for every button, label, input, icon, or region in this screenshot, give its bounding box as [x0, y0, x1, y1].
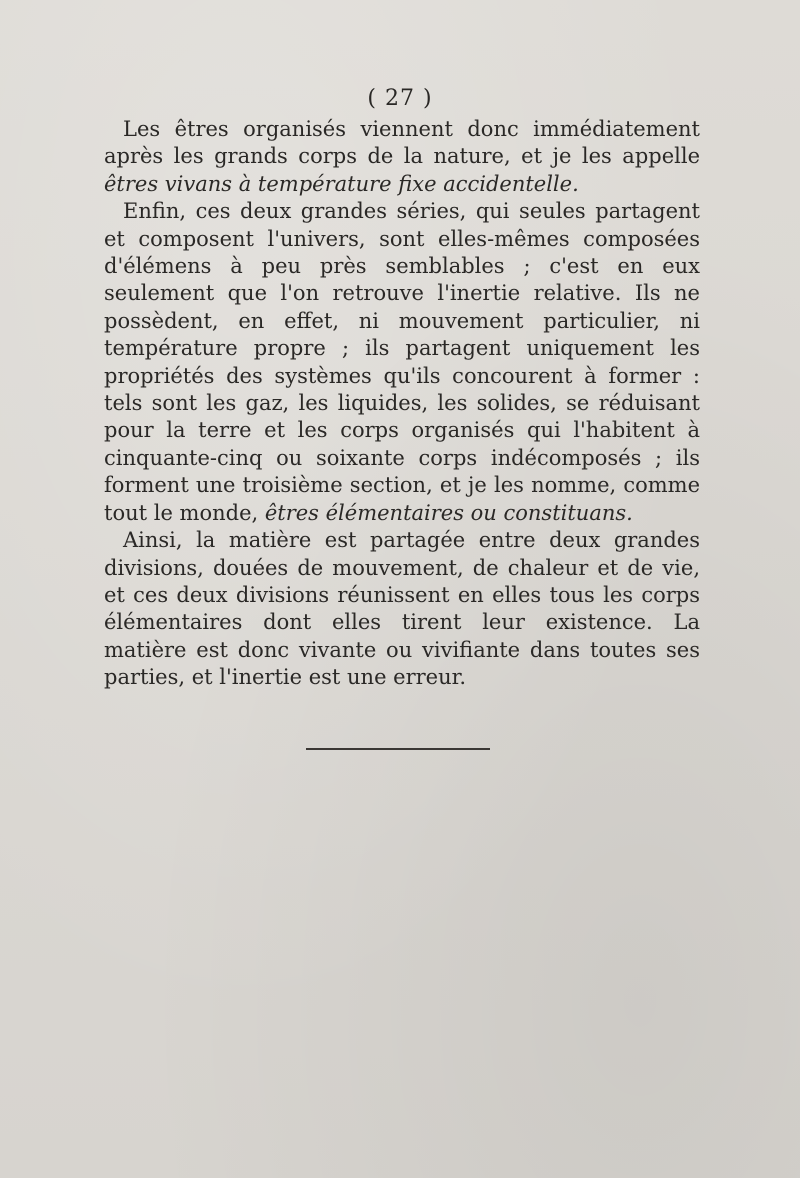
- paragraph-1-italic: êtres vivans à température fixe accidentelle.: [104, 171, 579, 196]
- paragraph-3: [104, 527, 700, 691]
- paragraph-3-text: Ainsi, la matière est partagée entre deux grandes divisions, douées de mouvement, de chaleur et de vie, et ces deux divisions réunissent en elles tous les corps élémentaires dont elles tirent leur existence. La matière est donc vivante ou vivifiante dans toutes ses parties, et l'inertie est une erreur.: [104, 528, 700, 690]
- page-number: ( 27 ): [367, 86, 433, 111]
- paragraph-2: [104, 198, 700, 527]
- paragraph-1: [104, 116, 700, 198]
- paragraph-2-text: Enfin, ces deux grandes séries, qui seules partagent et composent l'univers, sont elles-mêmes composées d'élémens à peu près semblables ; c'est en eux seulement que l'on retrouve l'inertie relative. Ils ne possèdent, en effet, ni mouvement particulier, ni température propre ; ils partagent uniquement les propriétés des systèmes qu'ils concourent à former : tels sont les gaz, les liquides, les solides, se réduisant pour la terre et les corps organisés qui l'habitent à cinquante-cinq ou soixante corps indécomposés ; ils forment une troisième section, et je les nomme, comme tout le monde,: [104, 199, 700, 525]
- paragraph-2-italic: êtres élémentaires ou constituans.: [264, 500, 633, 525]
- paragraph-1-text: Les êtres organisés viennent donc immédiatement après les grands corps de la nature, et je les appelle: [104, 117, 700, 169]
- body-text: [104, 116, 700, 692]
- section-divider-rule: [306, 748, 490, 750]
